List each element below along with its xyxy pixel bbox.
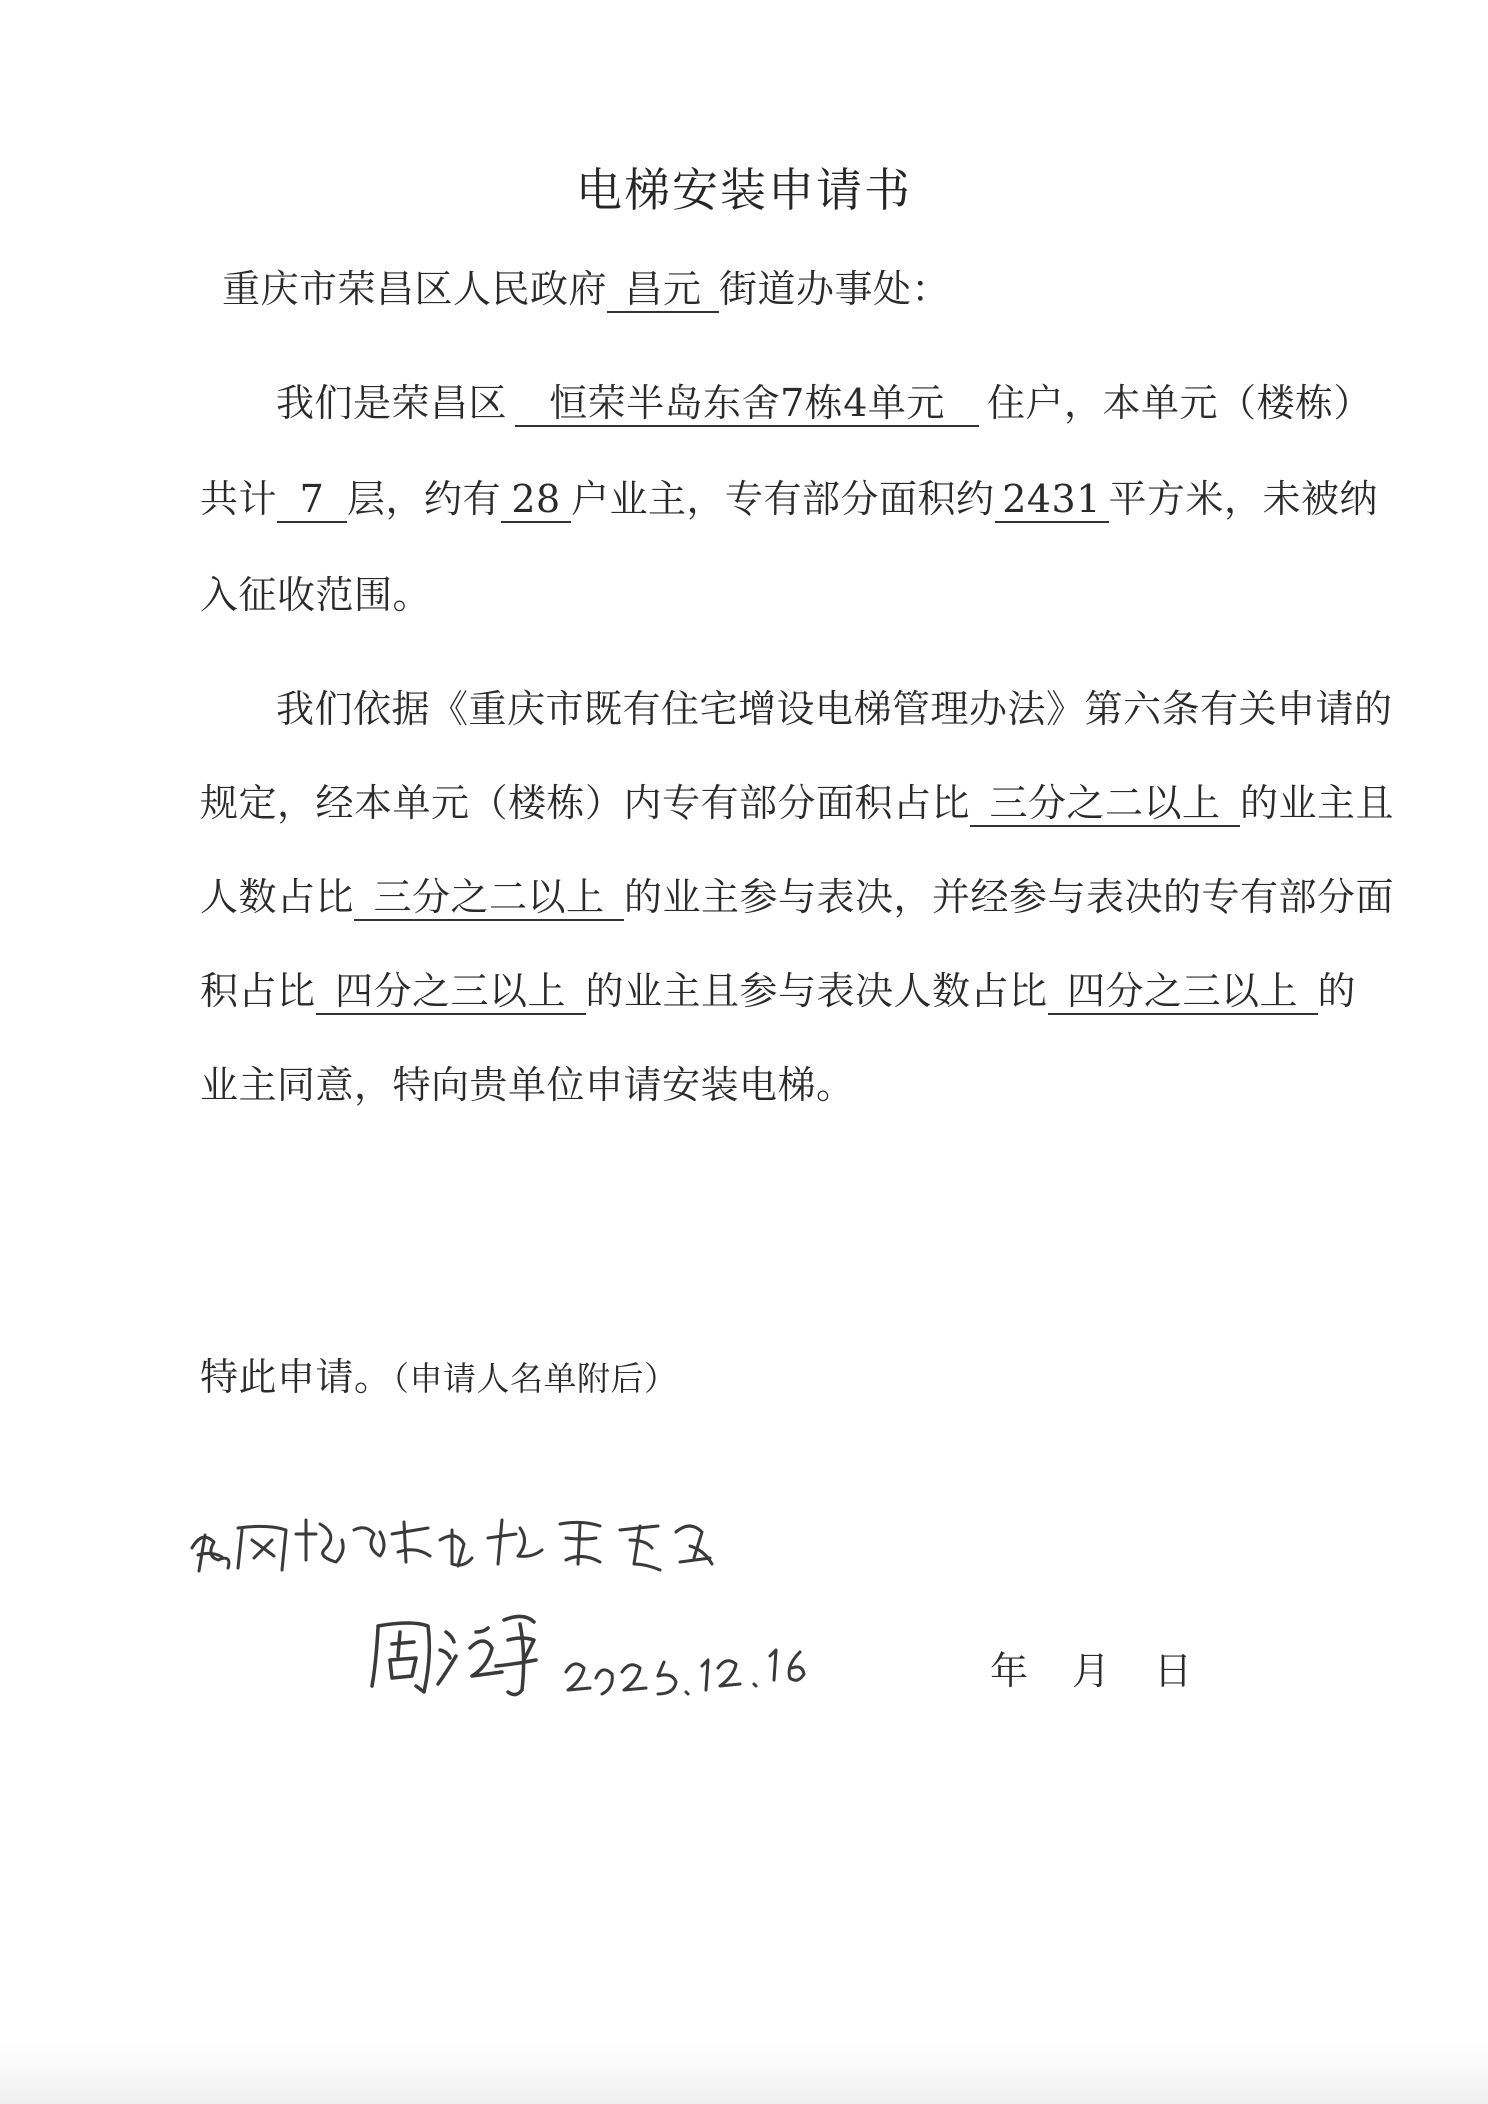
day-label: 日 [1154, 1649, 1193, 1693]
households-field: 28 [501, 477, 571, 523]
closing-note: （申请人名单附后） [392, 1359, 678, 1398]
scan-edge [0, 2040, 1488, 2104]
para2-line5: 业主同意，特向贵单位申请安装电梯。 [200, 1063, 855, 1107]
text-segment: 平方米，未被纳 [1108, 477, 1379, 521]
document-title: 电梯安装申请书 [576, 163, 912, 217]
para2-line1: 我们依据《重庆市既有住宅增设电梯管理办法》第六条有关申请的 [276, 687, 1393, 731]
handwritten-verification-note [192, 1520, 712, 1571]
street-name-field: 昌元 [607, 267, 719, 313]
text-segment: 的业主参与表决，并经参与表决的专有部分面 [624, 875, 1395, 919]
area-field: 2431 [995, 477, 1109, 523]
ratio-people-field: 三分之二以上 [354, 875, 624, 921]
text-segment: 的业主且参与表决人数占比 [585, 969, 1048, 1013]
text-segment: 人数占比 [200, 875, 355, 919]
text-segment: 我们是荣昌区 [276, 381, 508, 425]
text-segment: 积占比 [200, 969, 316, 1013]
closing-text: 特此申请。 [200, 1355, 393, 1399]
year-label: 年 [990, 1649, 1029, 1693]
floors-field: 7 [277, 477, 347, 523]
agree-people-field: 四分之三以上 [1048, 969, 1318, 1015]
para1-line3: 入征收范围。 [200, 573, 432, 617]
handwritten-signature [372, 1616, 536, 1694]
addressee-prefix: 重庆市荣昌区人民政府 [222, 267, 608, 311]
text-segment: 层，约有 [347, 477, 502, 521]
addressee-suffix: 街道办事处： [719, 267, 951, 311]
month-label: 月 [1072, 1649, 1111, 1693]
text-segment: 户业主，专有部分面积约 [571, 477, 995, 521]
handwritten-date [566, 1650, 804, 1694]
text-segment: 规定，经本单元（楼栋）内专有部分面积占比 [200, 781, 971, 825]
ratio-area-field: 三分之二以上 [970, 781, 1240, 827]
community-field: 恒荣半岛东舍7栋4单元 [515, 381, 979, 427]
text-segment: 住户，本单元（楼栋） [987, 381, 1373, 425]
agree-area-field: 四分之三以上 [316, 969, 586, 1015]
text-segment: 的 [1317, 969, 1357, 1013]
text-segment: 的业主且 [1240, 781, 1395, 825]
text-segment: 共计 [200, 477, 278, 521]
